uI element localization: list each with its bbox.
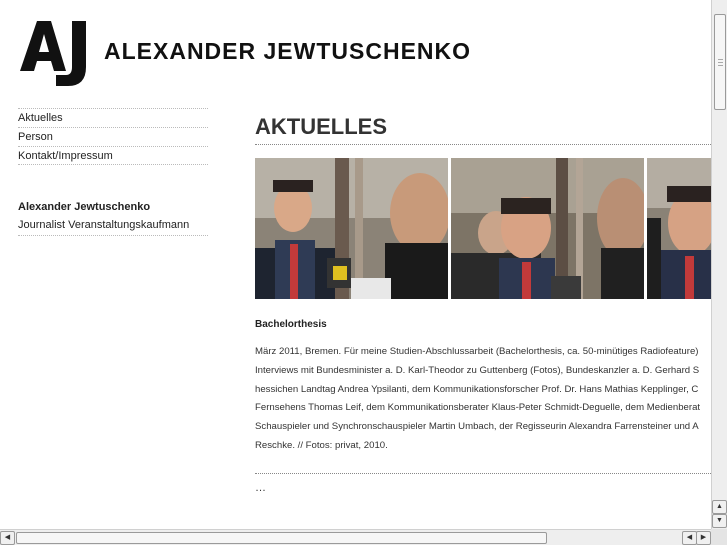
grip-line [718, 59, 723, 60]
arrow-right-icon: ▶ [700, 534, 707, 541]
profile-role: Journalist Veranstaltungskaufmann [18, 216, 208, 236]
nav-item-aktuelles[interactable]: Aktuelles [18, 108, 208, 127]
arrow-left-icon: ◀ [4, 534, 11, 541]
arrow-down-icon: ▼ [716, 517, 723, 524]
main-content [255, 112, 711, 494]
post-line: Fernsehens Thomas Leif, dem Kommunikationsberater Klaus-Peter Schmidt-Deguelle, dem Medienberat [255, 402, 701, 414]
post-line: März 2011, Bremen. Für meine Studien-Abschlussarbeit (Bachelorthesis, ca. 50-minütiges Radiofeature) [255, 346, 699, 357]
gallery-photo-2[interactable] [451, 158, 644, 299]
post-line: hessichen Landtag Andrea Ypsilanti, dem Kommunikationsforscher Prof. Dr. Hans Mathias Kepplinger, C [255, 383, 699, 395]
scroll-left-button[interactable] [0, 531, 15, 545]
post-line: Schauspieler und Synchronschauspieler Martin Umbach, der Regisseurin Alexandra Farrensteiner und A [255, 421, 699, 433]
site-title[interactable]: ALEXANDER JEWTUSCHENKO [104, 38, 472, 64]
post-line: Interviews mit Bundesminister a. D. Karl-Theodor zu Guttenberg (Fotos), Bundeskanzler a. D. Gerhard S [255, 364, 700, 376]
arrow-up-icon: ▲ [716, 503, 723, 510]
post-title[interactable]: Bachelorthesis [255, 319, 327, 330]
nav-item-person[interactable]: Person [18, 127, 208, 146]
scroll-left-button-2[interactable] [682, 531, 697, 545]
aj-logo-mark [20, 19, 92, 87]
post-line: Reschke. // Fotos: privat, 2010. [255, 439, 388, 451]
grip-line [718, 65, 723, 66]
gallery-photo-1[interactable] [255, 158, 448, 299]
scroll-up-button[interactable] [712, 500, 727, 514]
sidebar [18, 108, 208, 236]
arrow-left-icon: ◀ [686, 534, 693, 541]
scrollbar-corner [711, 529, 727, 545]
scroll-down-button[interactable] [712, 514, 727, 528]
photo-gallery [255, 158, 711, 300]
vertical-scroll-thumb[interactable] [714, 14, 726, 110]
post-divider [255, 473, 711, 474]
profile-name: Alexander Jewtuschenko [18, 201, 151, 213]
logo[interactable] [20, 19, 92, 87]
nav-item-kontakt-impressum[interactable]: Kontakt/Impressum [18, 146, 208, 165]
page-title: AKTUELLES [255, 112, 711, 145]
scroll-right-button[interactable] [696, 531, 711, 545]
horizontal-scrollbar[interactable] [0, 529, 711, 545]
grip-line [718, 62, 723, 63]
more-posts-ellipsis: … [255, 481, 266, 494]
post-body [255, 343, 711, 456]
vertical-scrollbar[interactable] [711, 0, 727, 529]
profile-block [18, 198, 208, 236]
gallery-photo-3[interactable] [647, 158, 711, 299]
horizontal-scroll-thumb[interactable] [16, 532, 547, 544]
